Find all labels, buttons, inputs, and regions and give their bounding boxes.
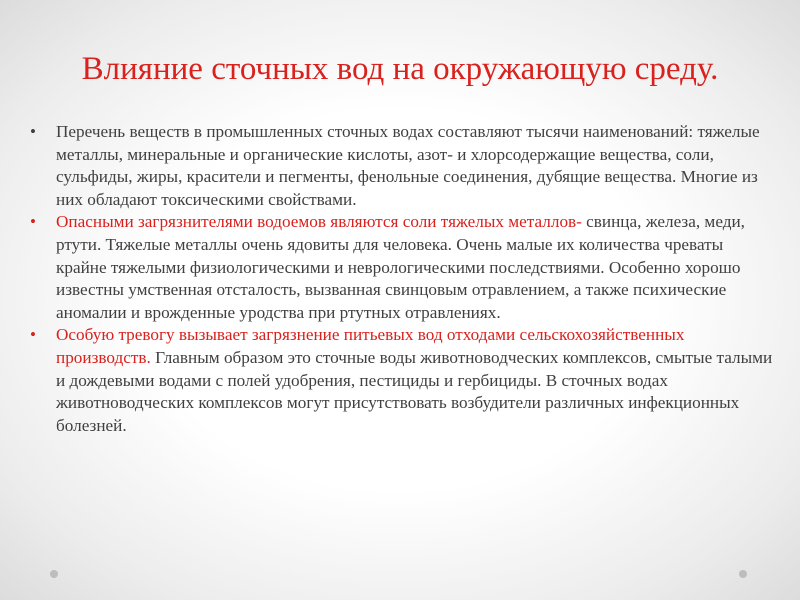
bullet-marker-icon: • [30,212,36,232]
decorative-dot-icon [739,570,747,578]
bullet-text: свинца, железа, меди, ртути. Тяжелые металлы очень ядовиты для человека. Очень малые их количества чреваты крайне тяжелыми физиологическими и неврологическими последствиями. Особенно хорошо известны умственная отсталость, вызванная свинцовым отравлением, а также психические аномалии и врожденные уродства при ртутных отравлениях. [56,212,745,322]
bullet-highlight-text: Особую тревогу вызывает загрязнение питьевых вод отходами сельскохозяйственных производств. [56,325,685,367]
bullet-highlight-text: Опасными загрязнителями водоемов являются соли тяжелых металлов- [56,212,582,232]
bullet-item-3 [30,324,778,437]
bullet-text: Главным образом это сточные воды животноводческих комплексов, смытые талыми и дождевыми водами с полей удобрения, пестициды и гербициды. В сточных водах животноводческих комплексов могут присутствовать возбудители различных инфекционных болезней. [56,347,773,435]
bullet-text: Перечень веществ в промышленных сточных водах составляют тысячи наименований: тяжелые металлы, минеральные и органические кислоты, азот- и хлорсодержащие вещества, соли, сульфиды, жиры, красители и пегменты, фенольные соединения, дубящие вещества. Многие из них обладают токсическими свойствами. [56,122,760,209]
bullet-marker-icon: • [30,122,36,141]
bullet-list [30,121,778,437]
bullet-marker-icon: • [30,325,36,345]
bullet-item-1 [30,121,778,211]
bullet-item-2 [30,211,778,324]
decorative-dot-icon [50,570,58,578]
slide-title: Влияние сточных вод на окружающую среду. [81,51,719,87]
